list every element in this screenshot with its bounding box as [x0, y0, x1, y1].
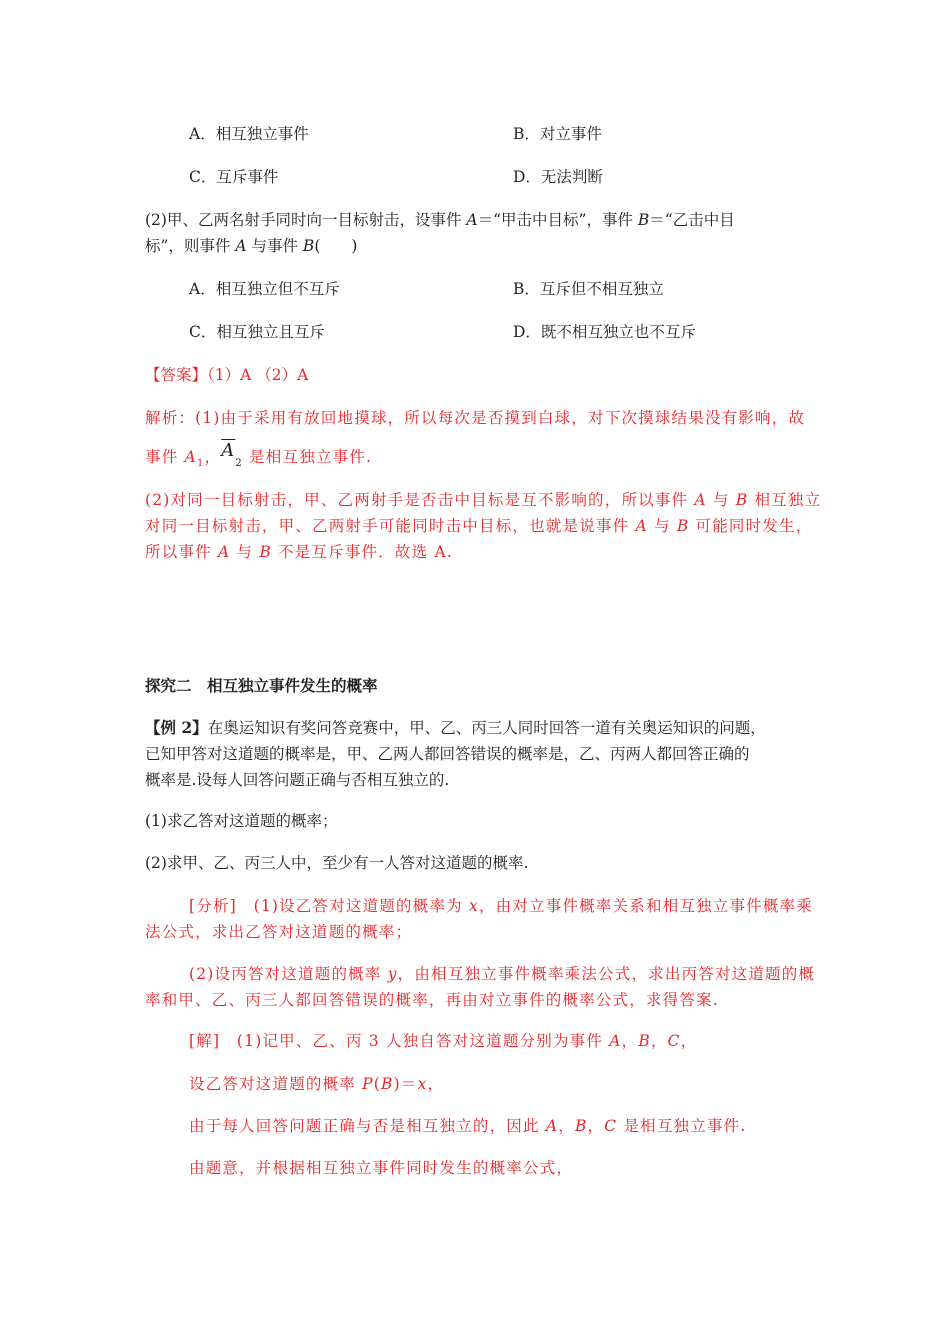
answer: 【答案】（1）A （2）A [145, 366, 309, 384]
a2-bar: $\overline{A}$ [221, 440, 236, 461]
section-title: 探究二 相互独立事件发生的概率 [145, 676, 378, 695]
sub-question-1: (1)求乙答对这道题的概率； [145, 812, 338, 830]
sub-question-2: (2)求甲、乙、丙三人中，至少有一人答对这道题的概率. [145, 854, 529, 872]
fenxi-line4: 率和甲、乙、丙三人都回答错误的概率，再由对立事件的概率公式，求得答案. [145, 991, 719, 1009]
analysis-p1-line1: 解析：(1)由于采用有放回地摸球，所以每次是否摸到白球，对下次摸球结果没有影响，故 [145, 409, 806, 427]
jie-line3: 由于每人回答问题正确与否是相互独立的，因此 A，B，C 是相互独立事件. [189, 1117, 747, 1135]
analysis-p2-line2: 对同一目标射击，甲、乙两射手可能同时击中目标，也就是说事件 A 与 B 可能同时发生， [145, 517, 813, 535]
jie-line2: 设乙答对这道题的概率 P(B)＝x， [189, 1075, 445, 1093]
q2-option-d: D．既不相互独立也不互斥 [513, 323, 696, 341]
jie-line4: 由题意，并根据相互独立事件同时发生的概率公式， [189, 1159, 574, 1177]
q2-option-c: C．相互独立且互斥 [189, 323, 325, 341]
analysis-p2-line3: 所以事件 A 与 B 不是互斥事件．故选 A. [145, 543, 453, 561]
q2-option-b: B．互斥但不相互独立 [513, 280, 664, 298]
q1-option-b: B．对立事件 [513, 125, 602, 143]
q1-option-c: C．互斥事件 [189, 168, 279, 186]
q2-stem-line1: (2)甲、乙两名射手同时向一目标射击，设事件 A＝“甲击中目标”，事件 B＝“乙击中目 [145, 211, 735, 229]
analysis-p1-line2: 事件 $A_1$，$\overline{A}_2$ 是相互独立事件. [145, 440, 373, 470]
fenxi-line1: [分析] (1)设乙答对这道题的概率为 x，由对立事件概率关系和相互独立事件概率乘 [189, 897, 813, 915]
jie-line1: [解] (1)记甲、乙、丙 3 人独自答对这道题分别为事件 A，B，C， [189, 1032, 698, 1050]
q2-stem-line2: 标”，则事件 A 与事件 B( ) [145, 237, 358, 255]
q1-option-a: A．相互独立事件 [189, 125, 309, 143]
example2-line2: 已知甲答对这道题的概率是，甲、乙两人都回答错误的概率是，乙、丙两人都回答正确的 [145, 745, 750, 763]
q1-option-d: D．无法判断 [513, 168, 603, 186]
example2-line1: 【例 2】在奥运知识有奖问答竞赛中，甲、乙、丙三人同时回答一道有关奥运知识的问题， [145, 718, 766, 737]
q2-option-a: A．相互独立但不互斥 [189, 280, 340, 298]
fenxi-line3: (2)设丙答对这道题的概率 y，由相互独立事件概率乘法公式，求出丙答对这道题的概 [189, 965, 816, 983]
fenxi-line2: 法公式，求出乙答对这道题的概率； [145, 923, 413, 941]
example2-line3: 概率是.设每人回答问题正确与否相互独立的. [145, 771, 450, 789]
analysis-p2-line1: (2)对同一目标射击，甲、乙两射手是否击中目标是互不影响的，所以事件 A 与 B 相互独立 [145, 491, 822, 509]
